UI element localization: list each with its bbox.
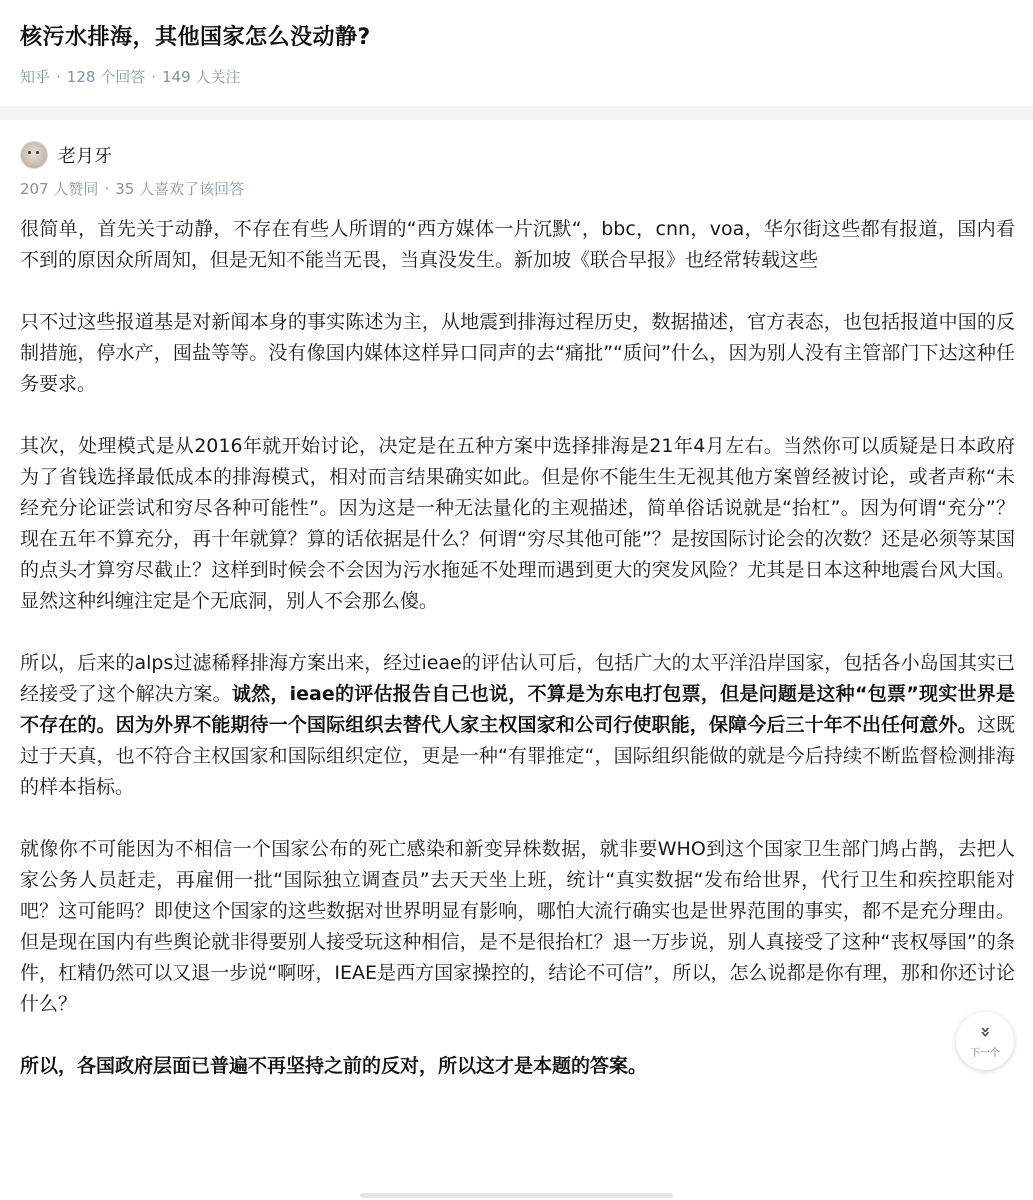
answer-paragraph: 很简单，首先关于动静，不存在有些人所谓的“西方媒体一片沉默“，bbc，cnn，voa，华尔街这些都有报道，国内看不到的原因众所周知，但是无知不能当无畏，当真没发生。新加坡《联合早报》也经常转载这些 <box>20 218 1015 271</box>
paragraph-bold-text: 诚然，ieae的评估报告自己也说，不算是为东电打包票，但是问题是这种“包票”现实世界是不存在的。因为外界不能期待一个国际组织去替代人家主权国家和公司行使职能，保障今后三十年不出任何意外。 <box>20 683 1015 736</box>
question-meta <box>20 66 240 87</box>
source-label[interactable]: 知乎 <box>20 68 51 86</box>
answer-paragraph <box>20 648 1015 803</box>
paragraph-bold-text: 所以，各国政府层面已普遍不再坚持之前的反对，所以这才是本题的答案。 <box>20 1055 648 1077</box>
like-count: 35 <box>115 180 135 198</box>
question-title[interactable]: 核污水排海，其他国家怎么没动静? <box>20 25 371 50</box>
followers-label: 人关注 <box>195 68 241 86</box>
author-name[interactable]: 老月牙 <box>58 146 112 167</box>
meta-dot: · <box>151 68 157 86</box>
upvote-count: 207 <box>20 180 49 198</box>
answers-label[interactable]: 个回答 <box>100 68 146 86</box>
next-answer-label: 下一个 <box>970 1047 1000 1059</box>
upvote-label: 人赞同 <box>53 180 99 198</box>
answer-paragraph: 其次，处理模式是从2016年就开始讨论，决定是在五种方案中选择排海是21年4月左右。当然你可以质疑是日本政府为了省钱选择最低成本的排海模式，相对而言结果确实如此。但是你不能生生无视其他方案曾经被讨论，或者声称“未经充分论证尝试和穷尽各种可能性”。因为这是一种无法量化的主观描述，简单俗话说就是“抬杠”。因为何谓“充分”？现在五年不算充分，再十年就算？算的话依据是什么？何谓“穷尽其他可能”？是按国际讨论会的次数？还是必须等某国的点头才算穷尽截止？这样到时候会不会因为污水拖延不处理而遇到更大的突发风险？尤其是日本这种地震台风大国。显然这种纠缠注定是个无底洞，别人不会那么傻。 <box>20 435 1015 612</box>
double-chevron-down-icon: » <box>974 1025 996 1038</box>
like-label: 人喜欢了该回答 <box>139 180 245 198</box>
answer-paragraph <box>20 1051 1015 1082</box>
meta-dot: · <box>104 180 110 198</box>
meta-dot: · <box>56 68 61 86</box>
followers-count: 149 <box>162 68 191 86</box>
answer-meta <box>20 178 244 199</box>
paragraph-text: 所以，后来的alps过滤稀释排海方案出来，经过ieae的评估认可后，包括广大的太平洋沿岸国家，包括各小岛国其实已经接受了这个解决方案。 <box>20 652 1015 705</box>
answer-paragraph: 就像你不可能因为不相信一个国家公布的死亡感染和新变异株数据，就非要WHO到这个国家卫生部门鸠占鹊，去把人家公务人员赶走，再雇佣一批“国际独立调查员”去天天坐上班，统计“真实数据“发布给世界，代行卫生和疾控职能对吧？这可能吗？即使这个国家的这些数据对世界明显有影响，哪怕大流行确实也是世界范围的事实，都不是充分理由。但是现在国内有些舆论就非得要别人接受玩这种相信，是不是很抬杠？退一万步说，别人真接受了这种“丧权辱国”的条件，杠精仍然可以又退一步说“啊呀，IEAE是西方国家操控的，结论不可信”，所以，怎么说都是你有理，那和你还讨论什么？ <box>20 838 1015 1015</box>
avatar[interactable] <box>20 141 48 169</box>
answer-paragraph: 只不过这些报道基是对新闻本身的事实陈述为主，从地震到排海过程历史，数据描述，官方表态，也包括报道中国的反制措施，停水产，囤盐等等。没有像国内媒体这样异口同声的去“痛批”“质问”什么，因为别人没有主管部门下达这种任务要求。 <box>20 311 1015 395</box>
answer-content <box>20 214 1015 1082</box>
question-header <box>0 0 1033 106</box>
home-indicator <box>360 1193 673 1198</box>
paragraph-text: 这既过于天真，也不符合主权国家和国际组织定位，更是一种“有罪推定“，国际组织能做的就是今后持续不断监督检测排海的样本指标。 <box>20 714 1015 798</box>
section-divider <box>0 106 1033 120</box>
answers-count: 128 <box>66 68 96 86</box>
author-row[interactable] <box>20 140 112 170</box>
next-answer-button[interactable] <box>956 1012 1014 1070</box>
